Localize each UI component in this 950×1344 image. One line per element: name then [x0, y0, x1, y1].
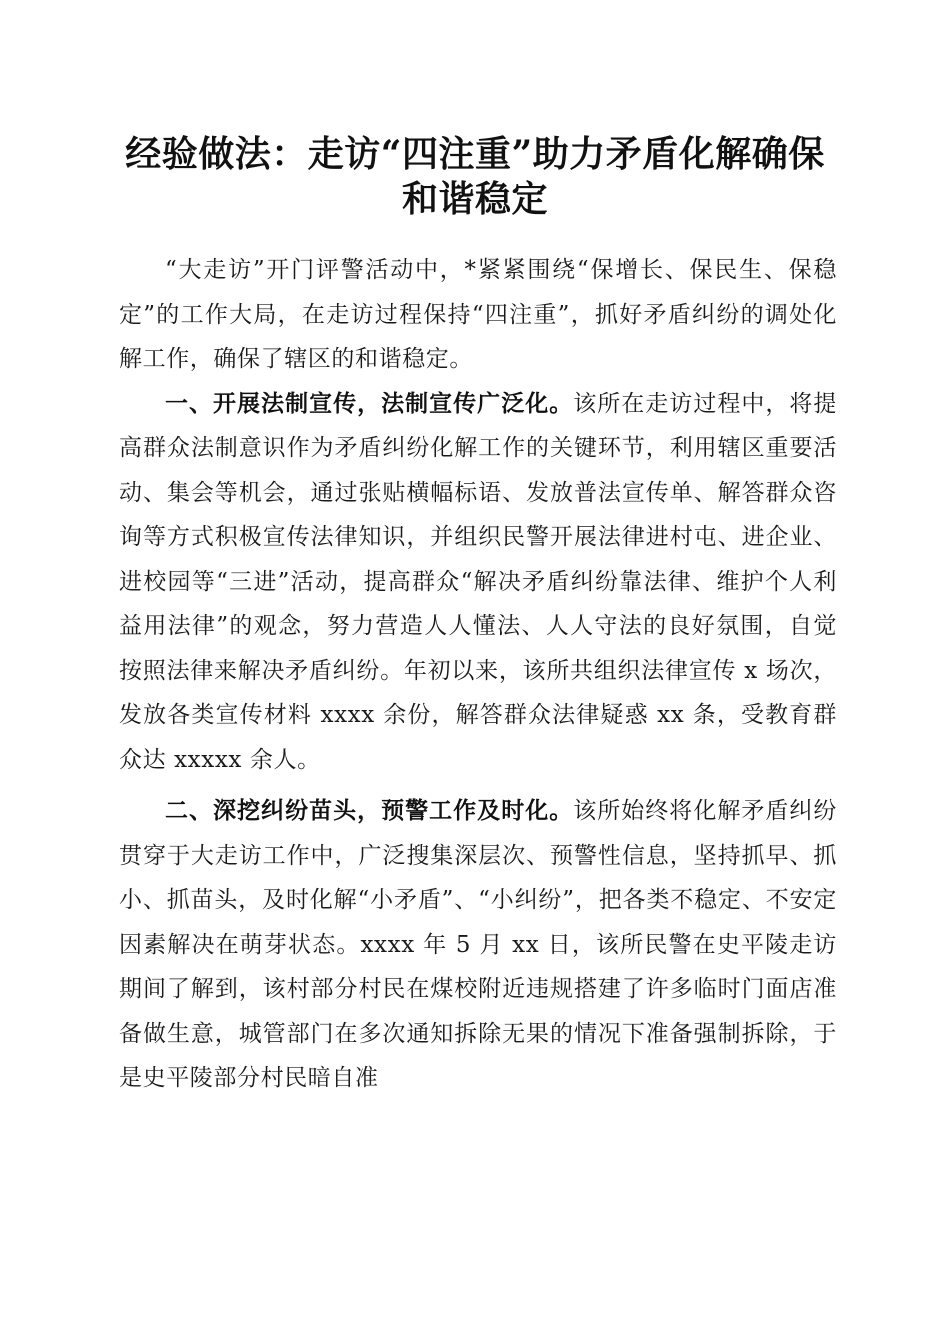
paragraph-section-2: [119, 789, 837, 1101]
section-heading: 一、开展法制宣传，法制宣传广泛化。: [165, 390, 574, 417]
paragraph-text: 该所在走访过程中，将提高群众法制意识作为矛盾纠纷化解工作的关键环节，利用辖区重要活动、集会等机会，通过张贴横幅标语、发放普法宣传单、解答群众咨询等方式积极宣传法律知识，并组织民警开展法律进村屯、进企业、进校园等“三进”活动，提高群众“解决矛盾纠纷靠法律、维护个人利益用法律”的观念，努力营造人人懂法、人人守法的良好氛围，自觉按照法律来解决矛盾纠纷。年初以来，该所共组织法律宣传 x 场次，发放各类宣传材料 xxxx 余份，解答群众法律疑惑 xx 条，受教育群众达 xxxxx 余人。: [119, 390, 837, 773]
paragraph-section-1: [119, 382, 837, 783]
document-body: [119, 248, 837, 1101]
paragraph-intro: [119, 248, 837, 382]
title-line-1: 经验做法：走访“四注重”助力矛盾化解确保: [125, 133, 825, 175]
paragraph-text: 该所始终将化解矛盾纠纷贯穿于大走访工作中，广泛搜集深层次、预警性信息，坚持抓早、抓小、抓苗头，及时化解“小矛盾”、“小纠纷”，把各类不稳定、不安定因素解决在萌芽状态。xxxx 年 5 月 xx 日，该所民警在史平陵走访期间了解到，该村部分村民在煤校附近违规搭建了许多临时门面店准备做生意，城管部门在多次通知拆除无果的情况下准备强制拆除，于是史平陵部分村民暗自准: [119, 798, 837, 1091]
page-title: [100, 132, 850, 222]
paragraph-text: “大走访”开门评警活动中，*紧紧围绕“保增长、保民生、保稳定”的工作大局，在走访过程保持“四注重”，抓好矛盾纠纷的调处化解工作，确保了辖区的和谐稳定。: [119, 257, 837, 372]
section-heading: 二、深挖纠纷苗头，预警工作及时化。: [165, 798, 574, 824]
title-line-2: 和谐稳定: [401, 178, 548, 220]
